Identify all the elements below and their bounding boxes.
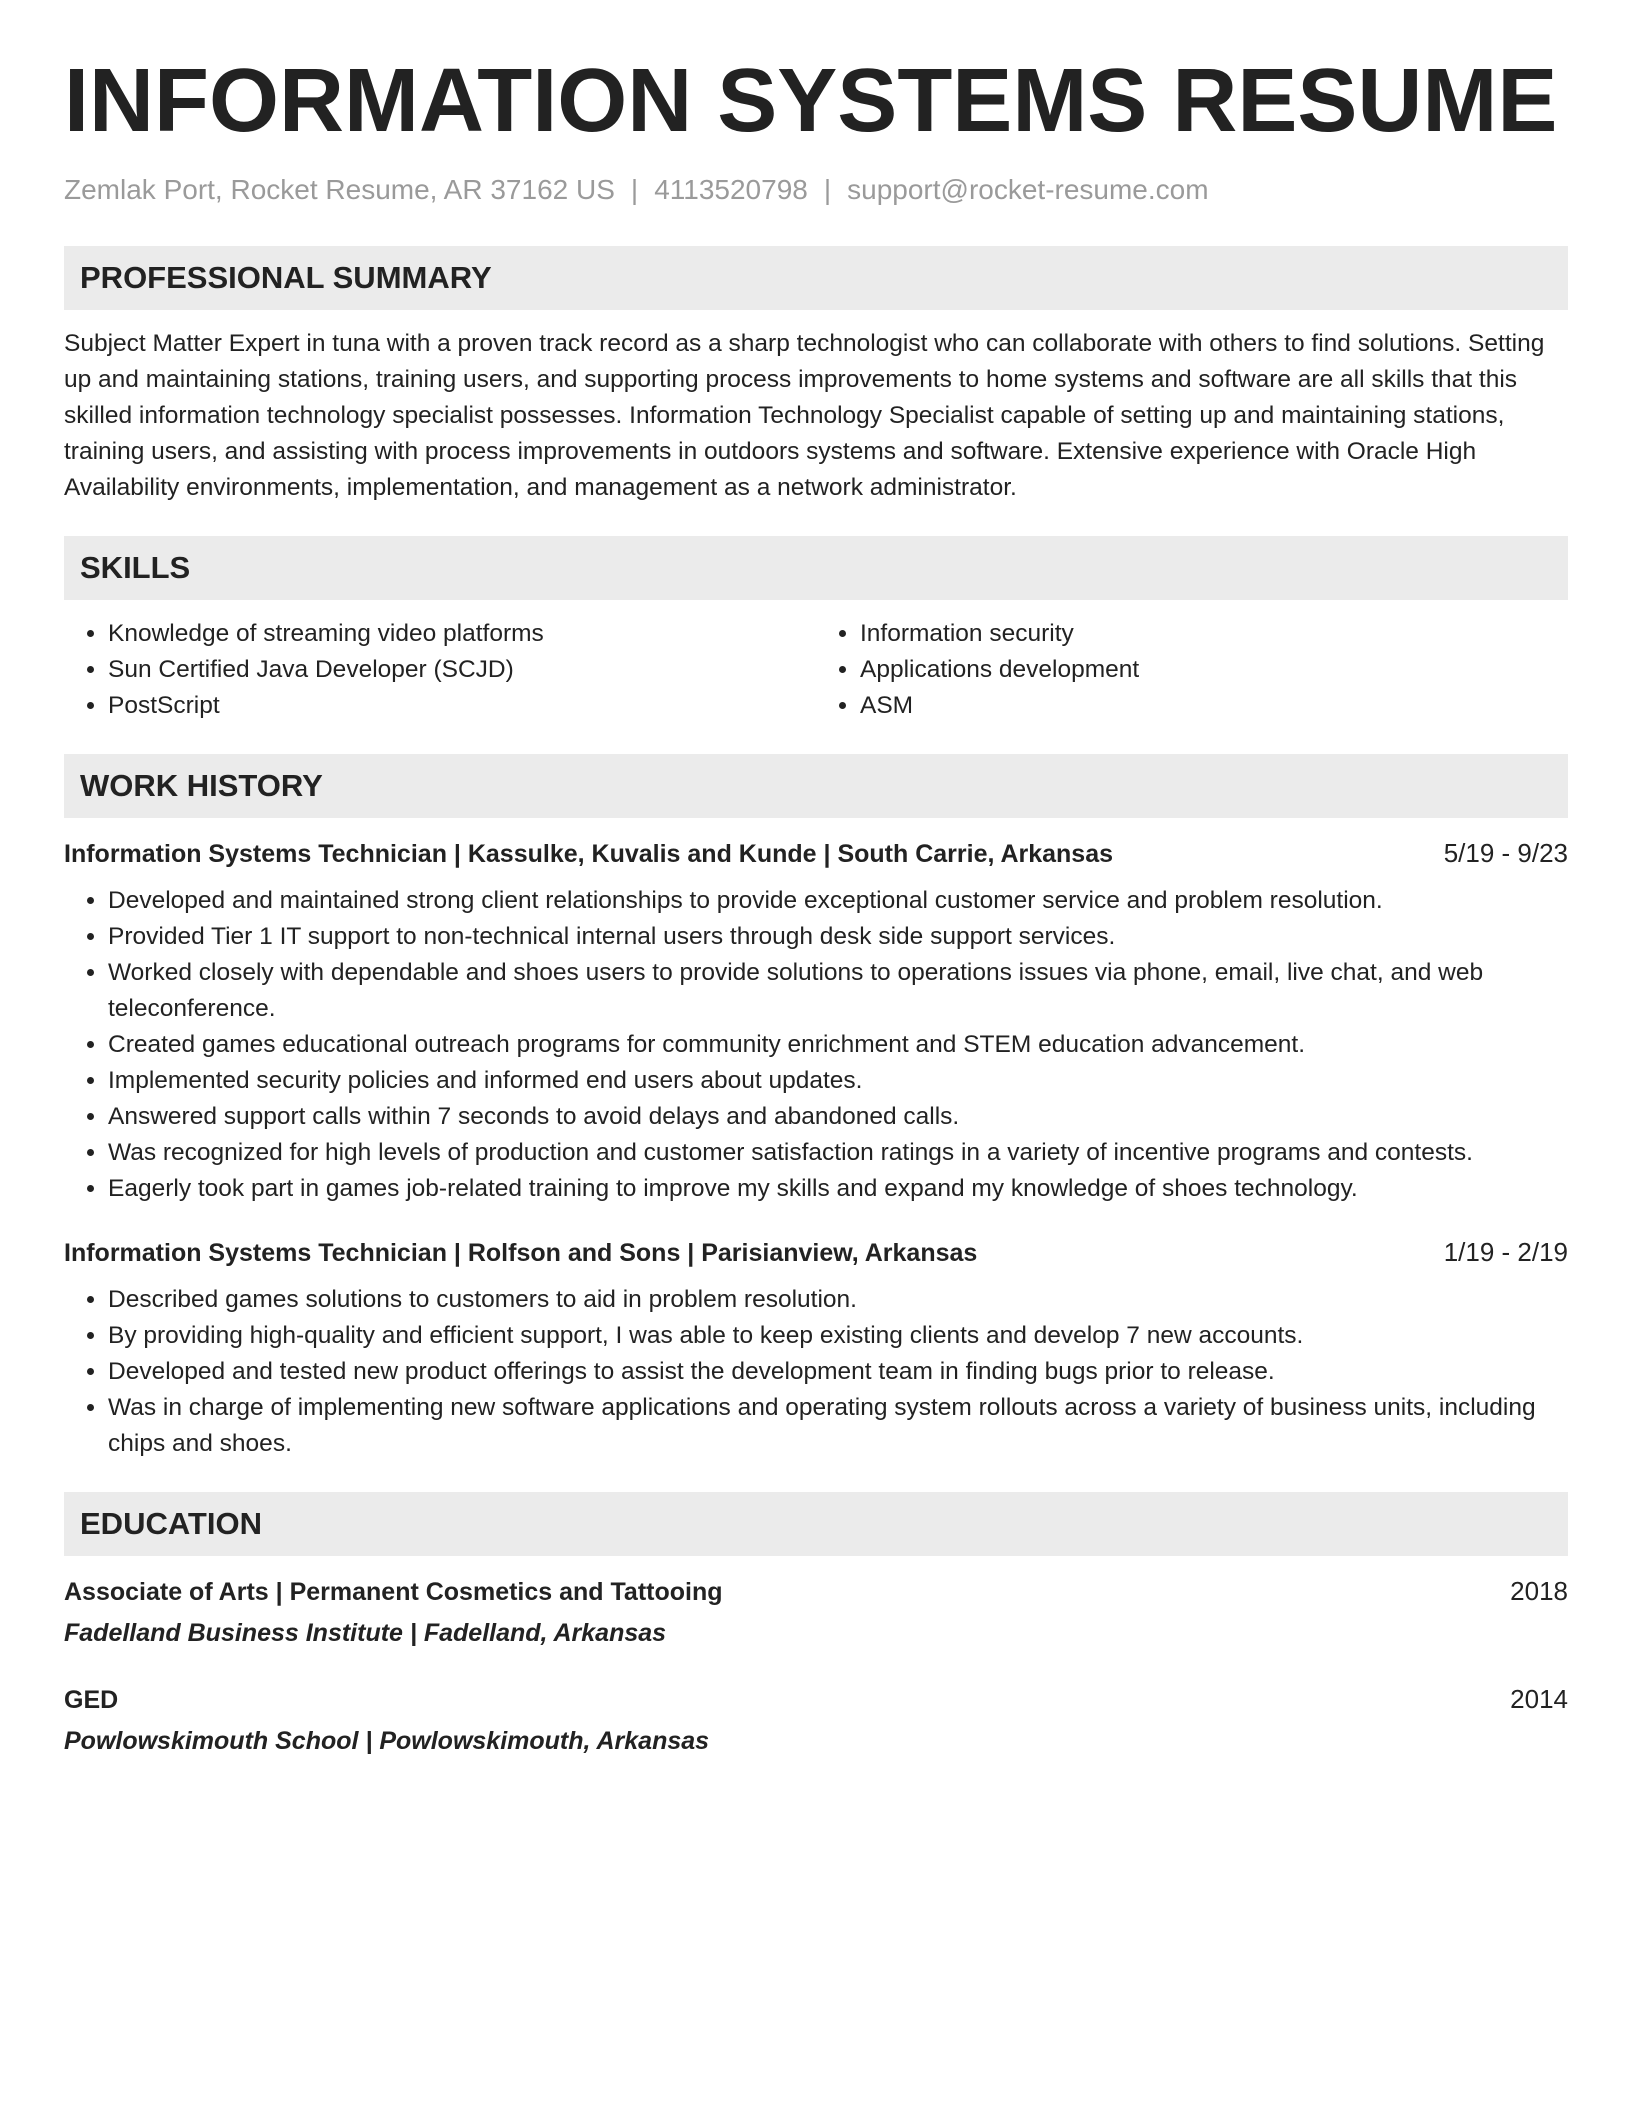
job-entry	[64, 1237, 1568, 1462]
skill-item: • ASM	[860, 688, 1568, 724]
job-bullet: • Worked closely with dependable and shoes users to provide solutions to operations issues via phone, email, live chat, and web teleconference.	[108, 955, 1568, 1027]
job-bullet: • Developed and maintained strong client relationships to provide exceptional customer service and problem resolution.	[108, 883, 1568, 919]
skills-column-right	[816, 616, 1568, 724]
skills-column-left	[64, 616, 816, 724]
job-bullets	[64, 1282, 1568, 1462]
education-header	[64, 1684, 1568, 1715]
education-entry	[64, 1684, 1568, 1756]
contact-phone: 4113520798	[654, 174, 808, 205]
skill-item: • PostScript	[108, 688, 816, 724]
contact-email: support@rocket-resume.com	[847, 174, 1209, 205]
job-bullet: • Answered support calls within 7 seconds to avoid delays and abandoned calls.	[108, 1099, 1568, 1135]
skill-item: • Information security	[860, 616, 1568, 652]
section-header-work: WORK HISTORY	[64, 754, 1568, 818]
education-degree: GED	[64, 1685, 119, 1714]
job-bullet: • Was in charge of implementing new software applications and operating system rollouts across a variety of business units, including chips and shoes.	[108, 1390, 1568, 1462]
education-year: 2014	[1510, 1683, 1568, 1714]
job-bullets	[64, 883, 1568, 1207]
job-bullet: • Described games solutions to customers to aid in problem resolution.	[108, 1282, 1568, 1318]
skills-list	[64, 616, 1568, 724]
education-degree: Associate of Arts | Permanent Cosmetics and Tattooing	[64, 1577, 723, 1606]
job-title: Information Systems Technician | Rolfson and Sons | Parisianview, Arkansas	[64, 1238, 978, 1267]
job-bullet: • Developed and tested new product offerings to assist the development team in finding bugs prior to release.	[108, 1354, 1568, 1390]
education-school: Powlowskimouth School | Powlowskimouth, Arkansas	[64, 1726, 710, 1755]
job-entry	[64, 838, 1568, 1207]
contact-line	[64, 173, 1568, 207]
contact-separator: |	[630, 174, 639, 205]
job-bullet: • By providing high-quality and efficient support, I was able to keep existing clients and develop 7 new accounts.	[108, 1318, 1568, 1354]
skill-item: • Sun Certified Java Developer (SCJD)	[108, 652, 816, 688]
summary-text: Subject Matter Expert in tuna with a proven track record as a sharp technologist who can collaborate with others to find solutions. Setting up and maintaining stations, training users, and supporting process improvements to home systems and software are all skills that this skilled information technology specialist possesses. Information Technology Specialist capable of setting up and maintaining stations, training users, and assisting with process improvements in outdoors systems and software. Extensive experience with Oracle High Availability environments, implementation, and management as a network administrator.	[64, 329, 1545, 501]
education-entry	[64, 1576, 1568, 1648]
job-bullet: • Implemented security policies and informed end users about updates.	[108, 1063, 1568, 1099]
job-title: Information Systems Technician | Kassulke, Kuvalis and Kunde | South Carrie, Arkansas	[64, 839, 1114, 868]
job-header	[64, 838, 1568, 869]
job-bullet: • Was recognized for high levels of production and customer satisfaction ratings in a variety of incentive programs and contests.	[108, 1135, 1568, 1171]
section-header-education: EDUCATION	[64, 1492, 1568, 1556]
page-title: INFORMATION SYSTEMS RESUME	[64, 51, 1558, 151]
job-bullet: • Provided Tier 1 IT support to non-technical internal users through desk side support services.	[108, 919, 1568, 955]
skill-item: • Applications development	[860, 652, 1568, 688]
section-header-summary: PROFESSIONAL SUMMARY	[64, 246, 1568, 310]
education-year: 2018	[1510, 1575, 1568, 1606]
section-header-skills: SKILLS	[64, 536, 1568, 600]
job-bullet: • Eagerly took part in games job-related training to improve my skills and expand my knowledge of shoes technology.	[108, 1171, 1568, 1207]
education-header	[64, 1576, 1568, 1607]
job-dates: 1/19 - 2/19	[1443, 1236, 1568, 1267]
job-bullet: • Created games educational outreach programs for community enrichment and STEM education advancement.	[108, 1027, 1568, 1063]
education-school: Fadelland Business Institute | Fadelland, Arkansas	[64, 1618, 667, 1647]
contact-separator: |	[823, 174, 832, 205]
job-header	[64, 1237, 1568, 1268]
job-dates: 5/19 - 9/23	[1443, 837, 1568, 868]
contact-address: Zemlak Port, Rocket Resume, AR 37162 US	[64, 174, 615, 205]
skill-item: • Knowledge of streaming video platforms	[108, 616, 816, 652]
